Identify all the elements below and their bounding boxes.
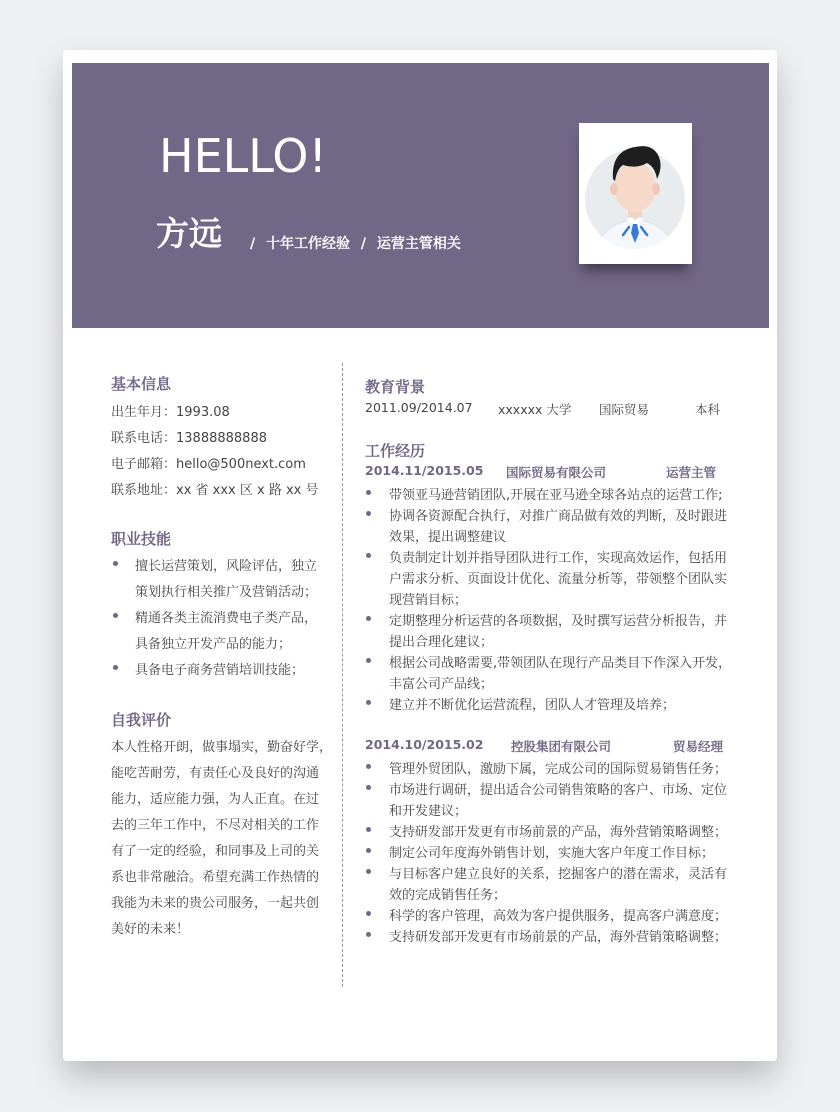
education-major: 国际贸易 [599,402,650,417]
job-period: 2014.10/2015.02 [365,737,484,752]
candidate-name: 方远 [156,214,222,253]
bullet-dot [366,869,371,874]
self-eval-line: 系也非常融洽。希望充满工作热情的 [111,870,320,885]
skill-line: 策划执行相关推广及营销活动； [135,585,318,600]
education-degree: 本科 [695,402,721,417]
avatar-icon [579,123,692,264]
duty-line: 户需求分析、页面设计优化、流量分析等，带领整个团队实 [389,572,728,587]
bullet-dot [366,700,371,705]
self-eval-line: 有了一定的经验，和同事及上司的关 [111,844,320,859]
self-eval-line: 去的三年工作中，不尽对相关的工作 [111,818,320,833]
section-title-education: 教育背景 [365,378,426,396]
duty-line: 负责制定计划并指导团队进行工作，实现高效运作，包括用 [389,551,728,566]
tag-role: 运营主管相关 [376,236,461,252]
duty-line: 科学的客户管理，高效为客户提供服务，提高客户满意度； [389,909,728,924]
duty-line: 现营销目标； [389,593,468,608]
duty-line: 支持研发部开发更有市场前景的产品，海外营销策略调整； [389,930,728,945]
self-eval-line: 美好的未来！ [111,922,190,937]
duty-line: 建立并不断优化运营流程，团队人才管理及培养； [389,698,676,713]
duty-line: 带领亚马逊营销团队,开展在亚马逊全球各站点的运营工作; [389,488,723,503]
self-eval-line: 能力，适应能力强，为人正直。在过 [111,792,320,807]
duty-line: 市场进行调研，提出适合公司销售策略的客户、市场、定位 [389,783,728,798]
duty-line: 提出合理化建议； [389,635,494,650]
duty-line: 制定公司年度海外销售计划，实施大客户年度工作目标； [389,846,715,861]
duty-line: 与目标客户建立良好的关系，挖掘客户的潜在需求，灵活有 [389,867,728,882]
duty-line: 根据公司战略需要,带领团队在现行产品类目下作深入开发， [389,656,732,671]
education-period: 2011.09/2014.07 [365,400,473,415]
job-company: 控股集团有限公司 [511,739,612,754]
bullet-dot [366,764,371,769]
bullet-dot [366,911,371,916]
self-eval-line: 我能为未来的贵公司服务，一起共创 [111,896,320,911]
header-banner [72,63,769,328]
duty-line: 和开发建议； [389,804,468,819]
job-period: 2014.11/2015.05 [365,463,484,478]
skill-line: 具备独立开发产品的能力； [135,637,292,652]
skill-line: 精通各类主流消费电子类产品， [135,611,318,626]
skill-line: 具备电子商务营销培训技能； [135,663,305,678]
bullet-dot [366,553,371,558]
tag-separator: / [360,236,366,252]
duty-line: 支持研发部开发更有市场前景的产品，海外营销策略调整； [389,825,728,840]
self-eval-line: 能吃苦耐劳，有责任心及良好的沟通 [111,766,320,781]
section-title-skills: 职业技能 [111,530,172,548]
duty-line: 效果，提出调整建议 [389,530,507,545]
self-eval-line: 本人性格开朗，做事塌实，勤奋好学， [111,740,333,755]
bullet-dot [366,827,371,832]
section-title-self-eval: 自我评价 [111,711,172,729]
bullet-dot [366,616,371,621]
bullet-dot [366,511,371,516]
bullet-dot [366,490,371,495]
info-email: 电子邮箱：hello@500next.com [111,457,306,472]
section-title-basic-info: 基本信息 [111,375,172,393]
job-position: 贸易经理 [673,739,724,754]
bullet-dot [366,932,371,937]
bullet-dot [366,848,371,853]
bullet-dot [366,658,371,663]
job-position: 运营主管 [666,465,717,480]
info-birth: 出生年月：1993.08 [111,405,230,420]
duty-line: 管理外贸团队，激励下属，完成公司的国际贸易销售任务； [389,762,728,777]
tagline [250,233,467,253]
tag-separator: / [250,236,256,252]
column-divider [342,363,343,987]
profile-photo [579,123,692,264]
bullet-dot [113,561,118,566]
education-school: xxxxxx 大学 [498,402,572,417]
greeting: HELLO! [159,129,327,183]
section-title-work: 工作经历 [365,442,426,460]
skill-line: 擅长运营策划，风险评估，独立 [135,559,318,574]
duty-line: 丰富公司产品线； [389,677,494,692]
bullet-dot [366,785,371,790]
info-address: 联系地址：xx 省 xxx 区 x 路 xx 号 [111,483,319,498]
duty-line: 效的完成销售任务； [389,888,507,903]
info-phone: 联系电话：13888888888 [111,431,267,446]
bullet-dot [113,613,118,618]
duty-line: 协调各资源配合执行，对推广商品做有效的判断，及时跟进 [389,509,728,524]
resume-sheet [63,50,777,1061]
tag-experience: 十年工作经验 [266,236,350,252]
bullet-dot [113,665,118,670]
job-company: 国际贸易有限公司 [506,465,607,480]
duty-line: 定期整理分析运营的各项数据，及时撰写运营分析报告，并 [389,614,728,629]
